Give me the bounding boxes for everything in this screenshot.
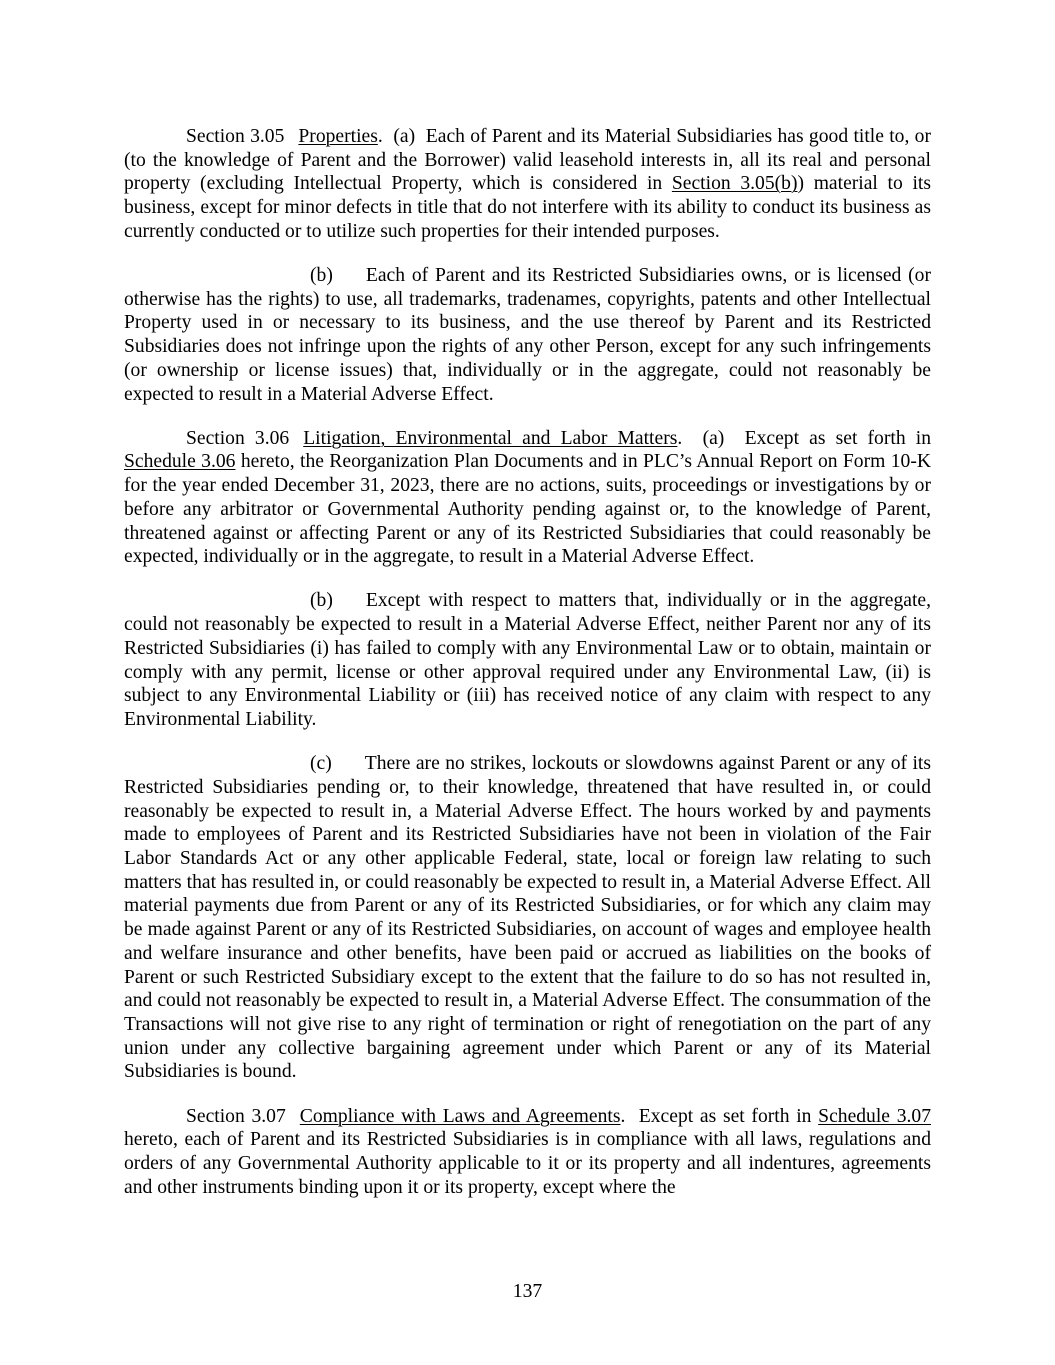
section-heading: Litigation, Environmental and Labor Matters xyxy=(303,427,678,449)
paragraph-text: ) material to its business, except for minor defects in title that do not interfere with its ability to conduct its business as currently conducted or to utilize such properties for their intended purposes. xyxy=(124,173,931,242)
clause-label: (b) xyxy=(310,265,333,287)
cross-reference: Schedule 3.07 xyxy=(818,1105,931,1127)
clause-label: (b) xyxy=(310,590,333,612)
section-3-06-paragraph: Section 3.06 Litigation, Environmental and Labor Matters. (a) Except as set forth in Schedule 3.06 hereto, the Reorganization Plan Documents and in PLC’s Annual Report on Form 10-K for the year ended December 31, 2023, there are no actions, suits, proceedings or investigations by or before any arbitrator or Governmental Authority pending against or, to the knowledge of Parent, threatened against or affecting Parent or any of its Restricted Subsidiaries that could reasonably be expected, individually or in the aggregate, to result in a Material Adverse Effect. xyxy=(124,427,932,568)
clause-label: (a) xyxy=(393,126,416,147)
page-number: 137 xyxy=(512,1281,543,1302)
section-3-06-c-paragraph xyxy=(124,752,931,1084)
section-heading: Compliance with Laws and Agreements xyxy=(299,1105,621,1127)
section-heading: Properties xyxy=(298,126,378,147)
paragraph-text: Each of Parent and its Restricted Subsidiaries owns, or is licensed (or otherwise has the rights) to use, all trademarks, tradenames, copyrights, patents and other Intellectual Property used in or necessary to its business, and the use thereof by Parent and its Restricted Subsidiaries does not infringe upon the rights of any other Person, except for any such infringements (or ownership or license issues) that, individually or in the aggregate, could not reasonably be expected to result in a Material Adverse Effect. xyxy=(124,265,931,405)
paragraph-text: Each of Parent and its Material Subsidiaries has good title to, or (to the knowledge of Parent and the Borrower) valid leasehold interests in, all its real and personal property (excluding Intellectual Property, which is considered in xyxy=(124,126,932,195)
section-number: Section 3.06 xyxy=(186,427,290,449)
paragraph-text: hereto, each of Parent and its Restricted Subsidiaries is in compliance with all laws, regulations and orders of any Governmental Authority applicable to it or its property and all indentures, agreements and other instruments binding upon it or its property, except where the xyxy=(124,1129,931,1198)
paragraph-text: There are no strikes, lockouts or slowdowns against Parent or any of its Restricted Subsidiaries pending or, to their knowledge, threatened that have resulted in, or could reasonably be expected to result in, a Material Adverse Effect. The hours worked by and payments made to employees of Parent and its Restricted Subsidiaries have not been in violation of the Fair Labor Standards Act or any other applicable Federal, state, local or foreign law relating to such matters that has resulted in, or could reasonably be expected to result in, a Material Adverse Effect. All material payments due from Parent or any of its Restricted Subsidiaries, or for which any claim may be made against Parent or any of its Restricted Subsidiaries, on account of wages and employee health and welfare insurance and other benefits, have been paid or accrued as liabilities on the books of Parent or such Restricted Subsidiary except to the extent that the failure to do so has not resulted in, and could not reasonably be expected to result in, a Material Adverse Effect. The consummation of the Transactions will not give rise to any right of termination or right of renegotiation on the part of any union under any collective bargaining agreement under which Parent or any of its Material Subsidiaries is bound. xyxy=(124,753,931,1083)
paragraph-text: Except as set forth in xyxy=(638,1105,819,1127)
paragraph-text: Except with respect to matters that, individually or in the aggregate, could not reasonably be expected to result in a Material Adverse Effect, neither Parent nor any of its Restricted Subsidiaries (i) has failed to comply with any Environmental Law or to obtain, maintain or comply with any permit, license or other approval required under any Environmental Law, (ii) is subject to any Environmental Liability or (iii) has received notice of any claim with respect to any Environmental Liability. xyxy=(124,590,931,730)
cross-reference: Schedule 3.06 xyxy=(124,451,236,473)
section-3-05-b-paragraph xyxy=(124,264,931,406)
paragraph-text: Except as set forth in xyxy=(744,427,932,449)
section-3-07-paragraph: Section 3.07 Compliance with Laws and Agreements. Except as set forth in Schedule 3.07 hereto, each of Parent and its Restricted Subsidiaries is in compliance with all laws, regulations and orders of any Governmental Authority applicable to it or its property and all indentures, agreements and other instruments binding upon it or its property, except where the xyxy=(124,1105,931,1198)
section-3-06-b-paragraph xyxy=(124,589,931,731)
section-number: Section 3.07 xyxy=(186,1105,286,1127)
clause-label: (a) xyxy=(702,427,725,449)
section-3-05-paragraph: Section 3.05 Properties. (a) Each of Parent and its Material Subsidiaries has good title to, or (to the knowledge of Parent and the Borrower) valid leasehold interests in, all its real and personal property (excluding Intellectual Property, which is considered in Section 3.05(b)) material to its business, except for minor defects in title that do not interfere with its ability to conduct its business as currently conducted or to utilize such properties for their intended purposes. xyxy=(124,126,932,242)
paragraph-text: hereto, the Reorganization Plan Documents and in PLC’s Annual Report on Form 10-K for the year ended December 31, 2023, there are no actions, suits, proceedings or investigations by or before any arbitrator or Governmental Authority pending against or, to the knowledge of Parent, threatened against or affecting Parent or any of its Restricted Subsidiaries that could reasonably be expected, individually or in the aggregate, to result in a Material Adverse Effect. xyxy=(124,451,931,568)
section-number: Section 3.05 xyxy=(186,126,285,147)
document-body xyxy=(124,125,931,1220)
cross-reference: Section 3.05(b) xyxy=(671,173,798,195)
clause-label: (c) xyxy=(310,753,332,775)
